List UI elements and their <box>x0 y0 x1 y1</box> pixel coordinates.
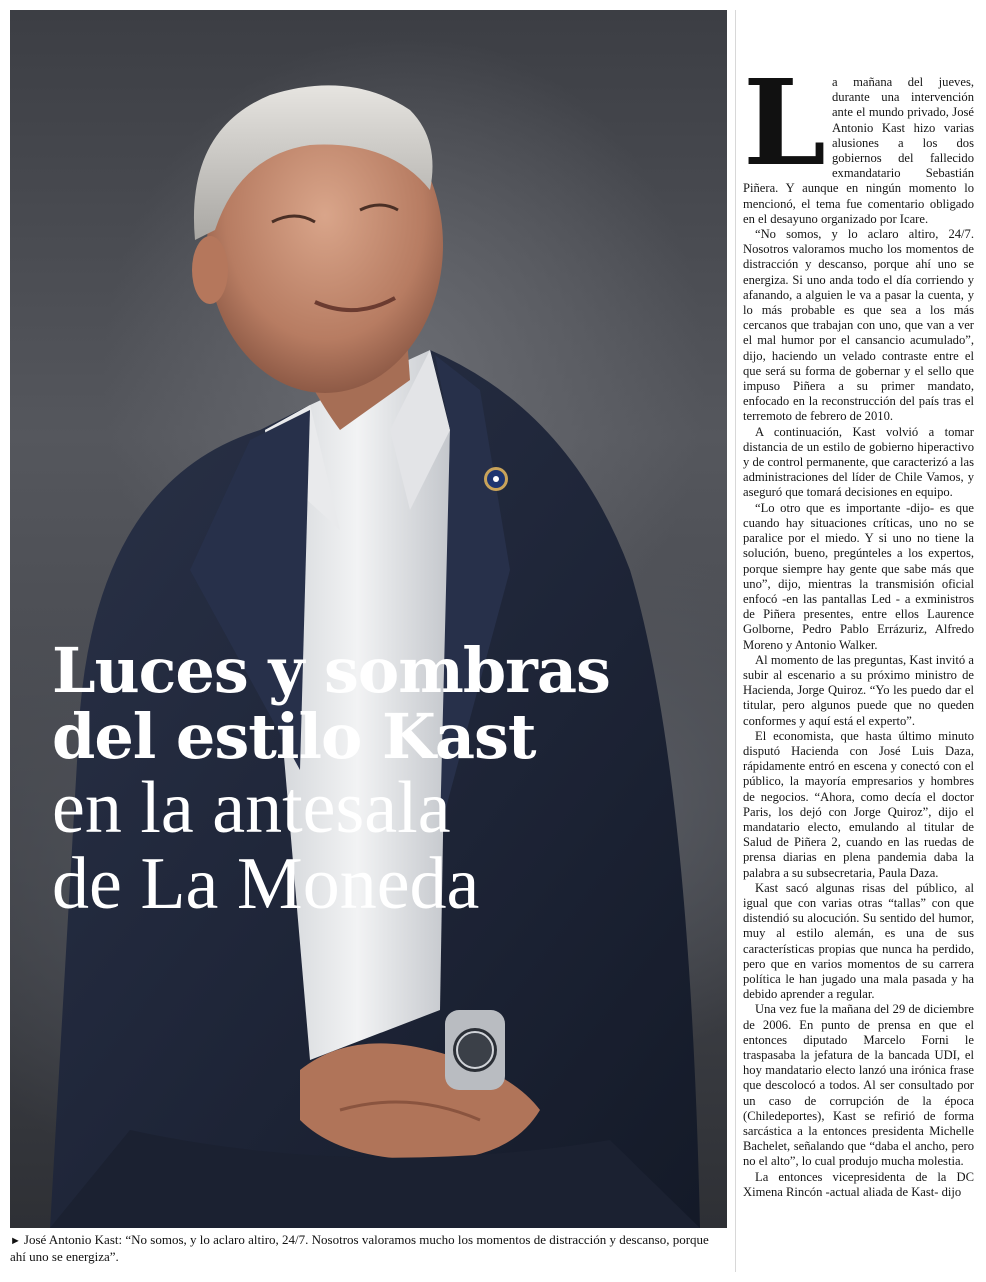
article-paragraph: “Lo otro que es importante -dijo- es que cuando hay situaciones críticas, uno no se paralice por el miedo. Y si uno no tiene la solución, bueno, pregúnteles a los expertos, porque siempre hay gente que sabe más que uno”, dijo, mientras la transmisión oficial enfocó -en las pantallas Led - a exministros de Piñera presentes, entre ellos Laurence Golborne, Pedro Pablo Errázuriz, Alfredo Moreno y Antonio Walker. <box>743 500 974 652</box>
headline <box>52 634 722 925</box>
headline-line-4: de La Moneda <box>52 843 480 925</box>
portrait-photo <box>10 10 727 1228</box>
caption-text: José Antonio Kast: “No somos, y lo aclaro altiro, 24/7. Nosotros valoramos mucho los momentos de distracción y descanso, porque ahí uno se energiza”. <box>10 1232 709 1264</box>
photo-caption <box>10 1232 727 1265</box>
article-paragraph: La mañana del jueves, durante una intervención ante el mundo privado, José Antonio Kast hizo varias alusiones a los dos gobiernos del fallecido exmandatario Sebastián Piñera. Y aunque en ningún momento lo mencionó, el tema fue comentario obligado en el desayuno organizado por Icare. <box>743 53 974 226</box>
headline-line-1: Luces y sombras <box>52 634 610 707</box>
portrait-illustration <box>10 10 727 1228</box>
article-paragraph: Kast sacó algunas risas del público, al igual que con varias otras “tallas” con que distendió su alocución. Su sentido del humor, muy al estilo alemán, es una de sus características propias que nunca ha perdido, pero que en varios momentos de su carrera política le han jugado una mala pasada y ha debido aprender a regular. <box>743 880 974 1002</box>
article-paragraph: El economista, que hasta último minuto disputó Hacienda con José Luis Daza, rápidamente entró en escena y conectó con el público, la mayoría empresarios y hombres de negocios. “Ahora, como decía el doctor Paris, los dejó con Jorge Quiroz”, dijo el mandatario electo, emulando al titular de Salud de Piñera 2, cuando en las ruedas de prensa diarias en plena pandemia daba la palabra a su subsecretaria, Paula Daza. <box>743 728 974 880</box>
headline-line-2: del estilo Kast <box>52 700 536 773</box>
caption-marker-icon: ► <box>10 1235 21 1247</box>
article-paragraph: La entonces vicepresidenta de la DC Ximena Rincón -actual aliada de Kast- dijo <box>743 1169 974 1199</box>
dropcap: L <box>743 53 826 192</box>
article-paragraph: Al momento de las preguntas, Kast invitó a subir al escenario a su próximo ministro de Hacienda, Jorge Quiroz. “Yo les puedo dar el titular, pero algunos puede que no queden conformes y aquí está el experto”. <box>743 652 974 728</box>
article-paragraph: Una vez fue la mañana del 29 de diciembre de 2006. En punto de prensa en que el entonces diputado Marcelo Forni le traspasaba la jefatura de la bancada UDI, el hoy mandatario electo lanzó una irónica frase que descolocó a todos. Al ser consultado por un caso de corrupción de la época (Chiledeportes), Kast se refirió de forma sarcástica a la entonces presidenta Michelle Bachelet, señalando que “daba el ancho, pero no el alto”, lo cual produjo mucha molestia. <box>743 1002 974 1169</box>
headline-line-3: en la antesala <box>52 767 451 849</box>
column-divider <box>735 10 736 1272</box>
article-paragraph: “No somos, y lo aclaro altiro, 24/7. Nosotros valoramos mucho los momentos de distracción y descanso, porque ahí uno se energiza. Si uno anda todo el día corriendo y afanando, a alguien le va a pasar la cuenta, y lo más probable es que sea a los más cercanos que trabajan con uno, que van a ver el mal humor por el cansancio acumulado”, dijo, haciendo un velado contraste entre el que será su forma de gobernar y el sello que impuso Piñera a su primer mandato, enfocado en la reconstrucción del país tras el terremoto de febrero de 2010. <box>743 227 974 424</box>
article-paragraph: A continuación, Kast volvió a tomar distancia de un estilo de gobierno hiperactivo y de control permanente, que caracterizó a las administraciones del líder de Chile Vamos, y aseguró que tomará decisiones en equipo. <box>743 424 974 500</box>
article-body <box>743 53 974 1200</box>
